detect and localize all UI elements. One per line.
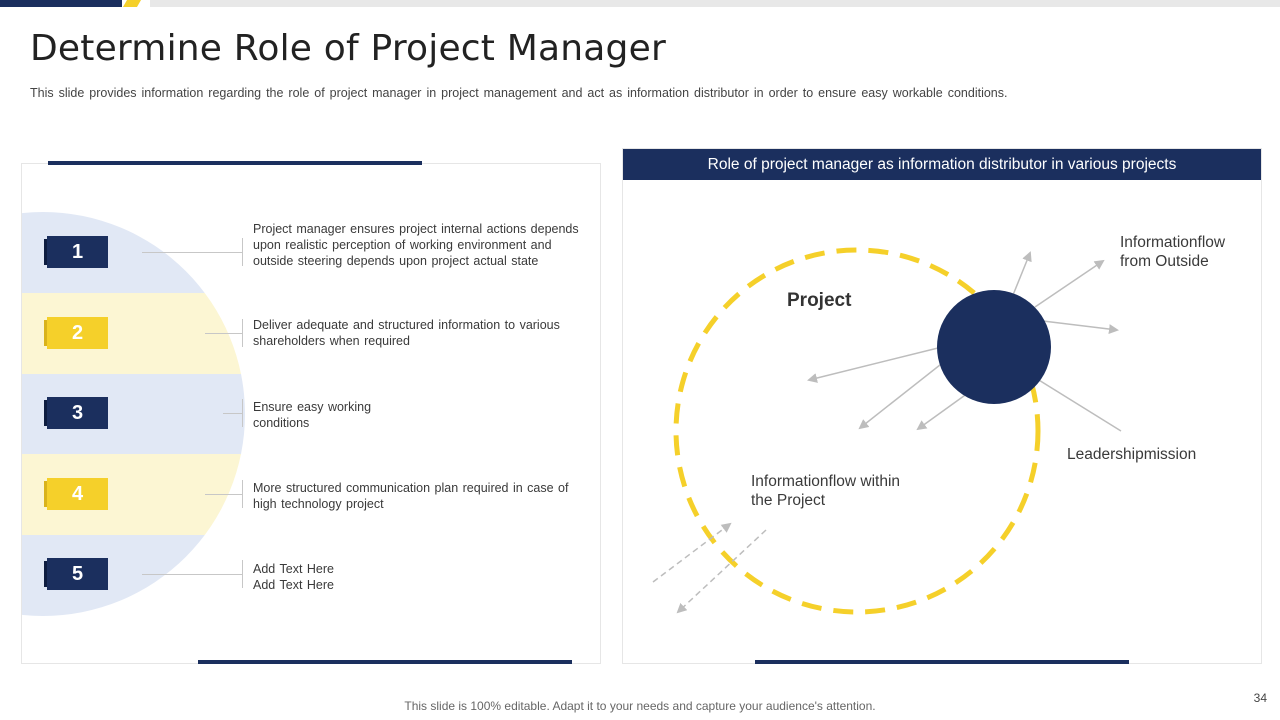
connector-line-5 xyxy=(142,574,242,575)
connector-tick-2 xyxy=(242,319,243,347)
arrow-out-upright xyxy=(1035,261,1103,307)
panel-header: Role of project manager as information distributor in various projects xyxy=(623,149,1261,180)
connector-tick-3 xyxy=(242,399,243,427)
role-text-2: Deliver adequate and structured information to various shareholders when required xyxy=(253,318,560,348)
number-badge-3: 3 xyxy=(47,397,108,429)
arrow-out-right xyxy=(1043,321,1117,330)
number-badge-1: 1 xyxy=(47,236,108,268)
role-text-4: More structured communication plan required in case of high technology project xyxy=(253,481,569,511)
arrow-to-left xyxy=(809,348,938,380)
dashed-arrow-outward xyxy=(678,530,766,612)
arrow-down xyxy=(918,393,968,429)
role-text-5: Add Text Here Add Text Here xyxy=(253,562,334,592)
right-panel-bottom-accent xyxy=(755,660,1129,664)
role-text-3: Ensure easy working conditions xyxy=(253,400,372,430)
top-accent-gold xyxy=(123,0,141,7)
roles-list-panel xyxy=(21,163,601,664)
number-badge-4: 4 xyxy=(47,478,108,510)
info-flow-diagram xyxy=(623,149,1261,663)
project-label: Project xyxy=(787,290,852,311)
connector-tick-1 xyxy=(242,238,243,266)
connector-line-4 xyxy=(205,494,242,495)
slide-footer-note: This slide is 100% editable. Adapt it to your needs and capture your audience's attention. xyxy=(404,699,876,713)
slide-title: Determine Role of Project Manager xyxy=(30,28,666,69)
slide-subtitle: This slide provides information regarding the role of project manager in project management and act as information distributor in order to ensure easy workable conditions. xyxy=(30,86,1008,100)
role-text-1: Project manager ensures project internal actions depends upon realistic perception of working environment and outside steering depends upon project actual state xyxy=(253,222,579,268)
left-panel-top-accent xyxy=(48,161,422,165)
project-manager-node xyxy=(937,290,1051,404)
connector-line-2 xyxy=(205,333,242,334)
connector-tick-4 xyxy=(242,480,243,508)
top-accent-grey xyxy=(150,0,1280,7)
info-distributor-panel xyxy=(622,148,1262,664)
number-badge-2: 2 xyxy=(47,317,108,349)
top-accent-navy xyxy=(0,0,122,7)
number-badge-5: 5 xyxy=(47,558,108,590)
page-number: 34 xyxy=(1253,691,1267,705)
connector-line-3 xyxy=(223,413,242,414)
left-panel-bottom-accent xyxy=(198,660,572,664)
connector-tick-5 xyxy=(242,560,243,588)
top-accent-bar xyxy=(0,0,1280,7)
label-informationflow-outside: Informationflow from Outside xyxy=(1120,234,1226,270)
connector-line-1 xyxy=(142,252,242,253)
label-informationflow-within: Informationflow within the Project xyxy=(751,473,901,509)
label-leadershipmission: Leadershipmission xyxy=(1067,446,1197,463)
arrow-out-up xyxy=(1013,253,1030,295)
